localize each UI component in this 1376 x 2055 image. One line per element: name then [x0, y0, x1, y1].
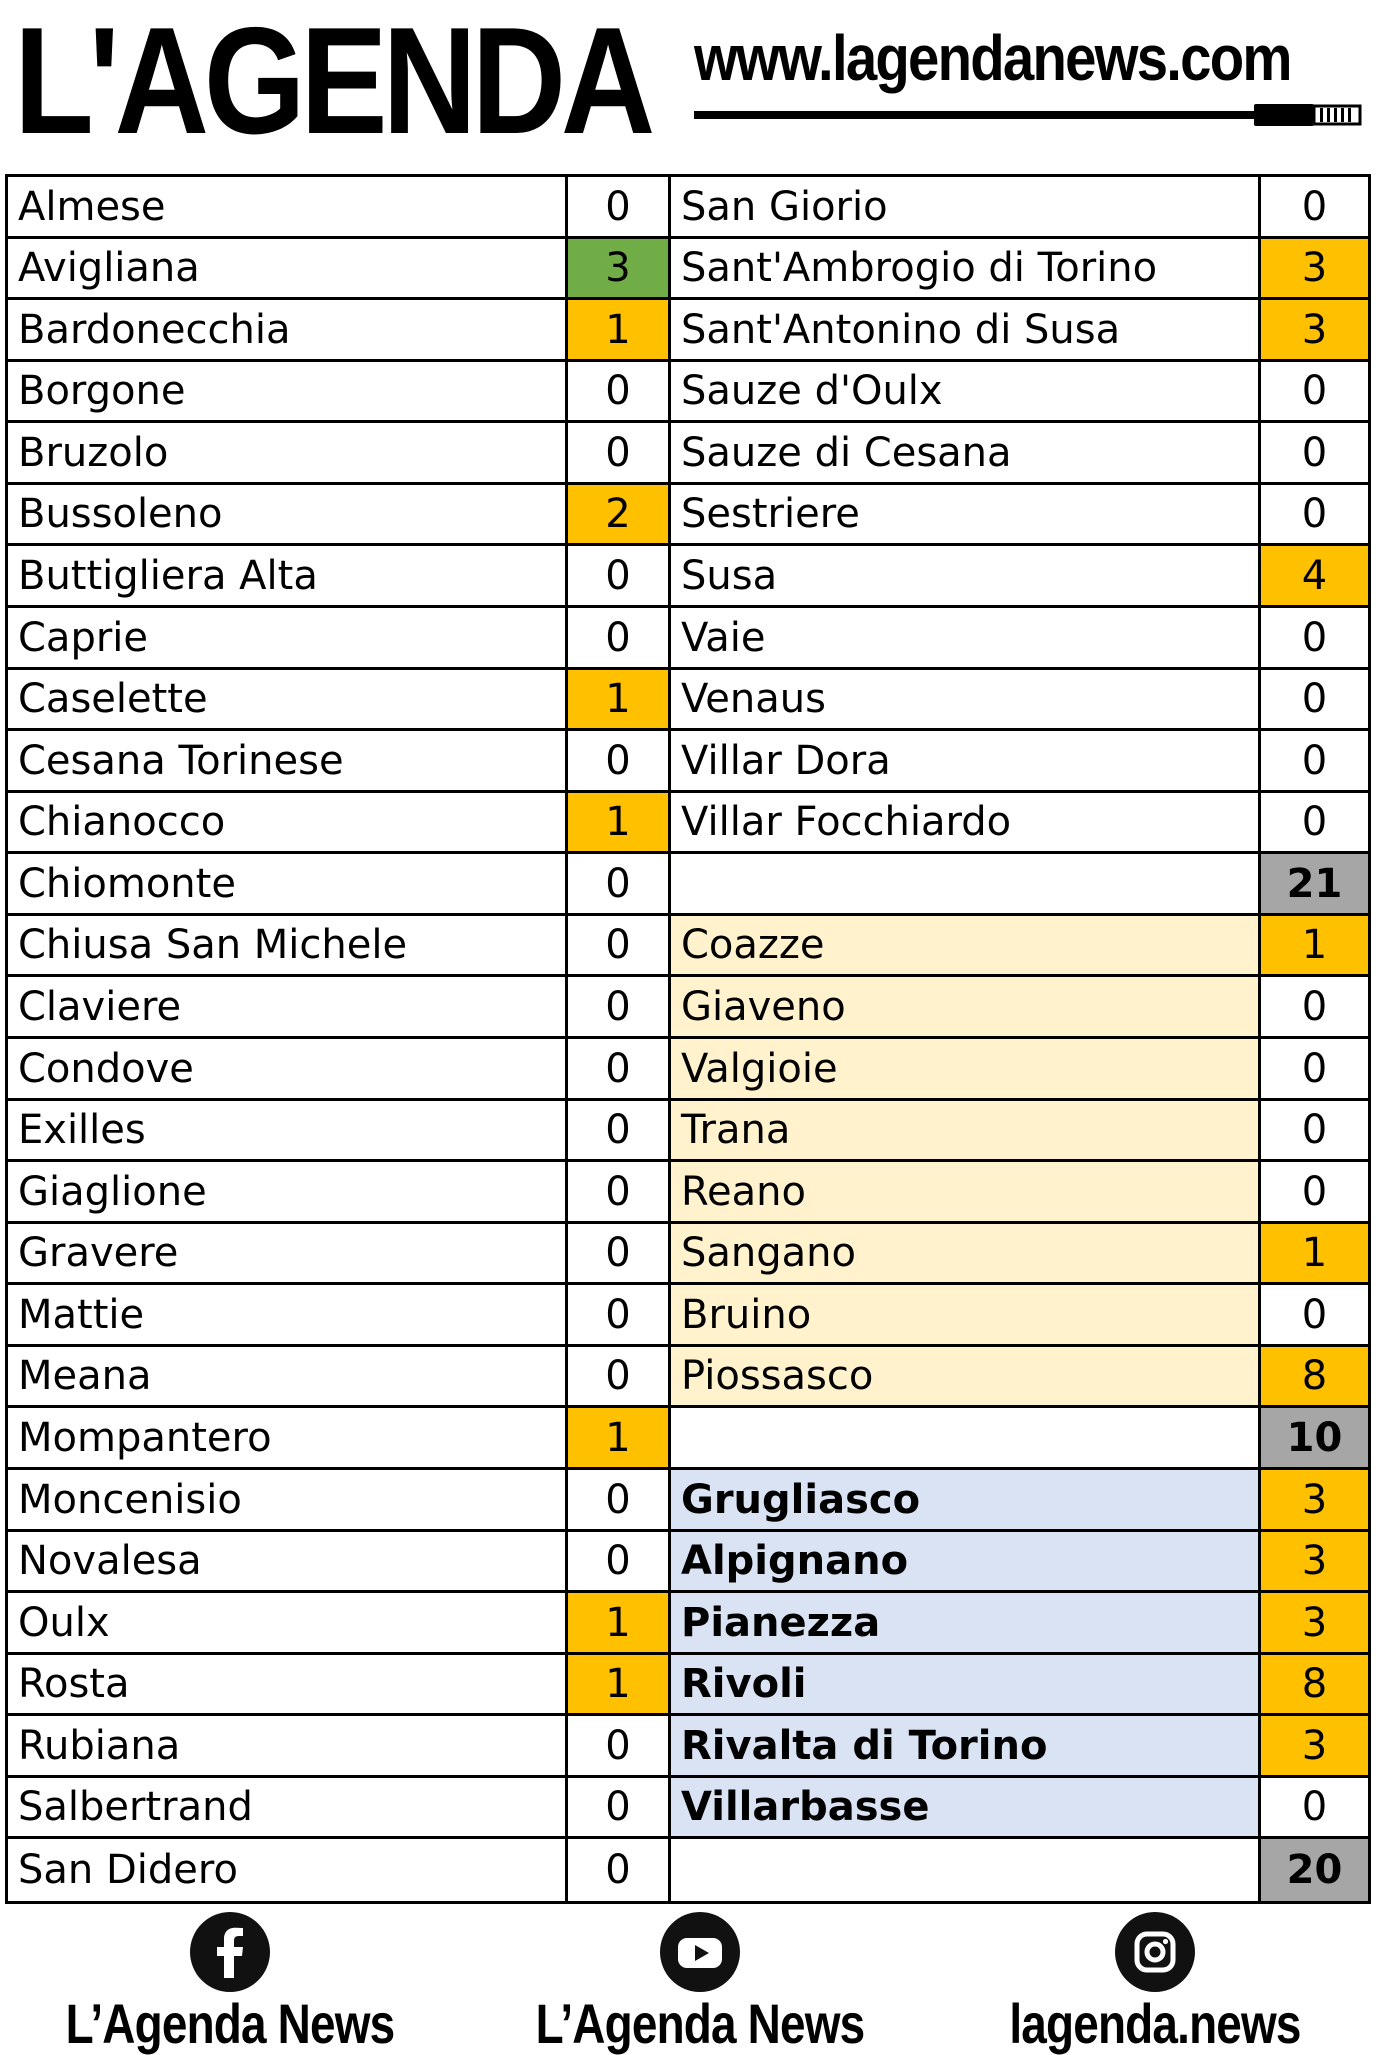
logo[interactable]: L'AGENDA [14, 0, 651, 166]
table-row [8, 239, 1368, 300]
case-count: 0 [568, 177, 668, 236]
municipality-name: Sestriere [671, 485, 1258, 543]
municipality-name: Claviere [8, 977, 565, 1036]
municipality-name: Sangano [671, 1224, 1258, 1282]
instagram-icon [1115, 1912, 1195, 1992]
municipality-name: Villar Dora [671, 731, 1258, 790]
case-count: 3 [568, 239, 668, 297]
table-row [8, 546, 1368, 608]
case-count: 0 [568, 1224, 668, 1282]
table-row [8, 1347, 1368, 1408]
municipality-name: Alpignano [671, 1532, 1258, 1590]
site-url[interactable]: www.lagendanews.com [694, 22, 1291, 94]
table-row [8, 854, 1368, 916]
municipality-name: Bruzolo [8, 423, 565, 482]
table-row [8, 1716, 1368, 1778]
table-row [8, 177, 1368, 239]
case-count: 0 [568, 1532, 668, 1590]
case-count: 1 [568, 300, 668, 359]
footer [0, 1912, 1376, 2055]
instagram-link[interactable] [950, 1912, 1360, 2055]
municipality-name: Rubiana [8, 1716, 565, 1775]
table-row [8, 977, 1368, 1039]
subtotal-value: 10 [1261, 1408, 1368, 1467]
municipality-table [5, 174, 1371, 1904]
case-count: 0 [1261, 608, 1368, 667]
table-row [8, 1224, 1368, 1285]
municipality-name: Susa [671, 546, 1258, 605]
table-row [8, 731, 1368, 793]
subtotal-label [671, 854, 1258, 913]
table-row [8, 300, 1368, 362]
municipality-name: Bussoleno [8, 485, 565, 543]
case-count: 3 [1261, 1532, 1368, 1590]
case-count: 0 [568, 731, 668, 790]
municipality-name: Grugliasco [671, 1470, 1258, 1529]
table-row [8, 1839, 1368, 1901]
case-count: 0 [568, 1347, 668, 1405]
municipality-name: Avigliana [8, 239, 565, 297]
municipality-name: Exilles [8, 1101, 565, 1159]
case-count: 3 [1261, 1470, 1368, 1529]
case-count: 1 [568, 670, 668, 728]
table-row [8, 1593, 1368, 1655]
municipality-name: Trana [671, 1101, 1258, 1159]
case-count: 1 [568, 1408, 668, 1467]
municipality-name: Sant'Antonino di Susa [671, 300, 1258, 359]
case-count: 0 [568, 1716, 668, 1775]
case-count: 3 [1261, 1716, 1368, 1775]
municipality-name: Venaus [671, 670, 1258, 728]
case-count: 0 [568, 362, 668, 420]
subtotal-label [671, 1839, 1258, 1901]
municipality-name: Mompantero [8, 1408, 565, 1467]
municipality-name: Chiomonte [8, 854, 565, 913]
table-row [8, 423, 1368, 485]
table-row [8, 793, 1368, 854]
municipality-name: Oulx [8, 1593, 565, 1652]
municipality-name: Condove [8, 1039, 565, 1098]
municipality-name: Vaie [671, 608, 1258, 667]
case-count: 0 [1261, 1039, 1368, 1098]
municipality-name: Coazze [671, 916, 1258, 974]
case-count: 0 [568, 854, 668, 913]
subtotal-value: 20 [1261, 1839, 1368, 1901]
case-count: 1 [568, 793, 668, 851]
subtotal-value: 21 [1261, 854, 1368, 913]
municipality-name: Salbertrand [8, 1778, 565, 1836]
case-count: 0 [1261, 362, 1368, 420]
table-row [8, 1532, 1368, 1593]
municipality-name: San Didero [8, 1839, 565, 1901]
facebook-link[interactable] [20, 1912, 440, 2055]
municipality-name: Cesana Torinese [8, 731, 565, 790]
case-count: 3 [1261, 1593, 1368, 1652]
table-row [8, 1778, 1368, 1839]
case-count: 0 [1261, 1778, 1368, 1836]
case-count: 0 [568, 423, 668, 482]
municipality-name: Caselette [8, 670, 565, 728]
cable-decoration [694, 100, 1364, 130]
municipality-name: Piossasco [671, 1347, 1258, 1405]
case-count: 0 [1261, 177, 1368, 236]
youtube-label: L’Agenda News [535, 1992, 865, 2055]
facebook-icon [190, 1912, 270, 1992]
municipality-name: Pianezza [671, 1593, 1258, 1652]
table-row [8, 1039, 1368, 1101]
case-count: 3 [1261, 300, 1368, 359]
case-count: 0 [1261, 670, 1368, 728]
table-row [8, 916, 1368, 977]
municipality-name: Rivalta di Torino [671, 1716, 1258, 1775]
municipality-name: San Giorio [671, 177, 1258, 236]
municipality-name: Rivoli [671, 1655, 1258, 1713]
municipality-name: Rosta [8, 1655, 565, 1713]
table-row [8, 1470, 1368, 1532]
municipality-name: Villarbasse [671, 1778, 1258, 1836]
case-count: 0 [568, 1470, 668, 1529]
municipality-name: Chiusa San Michele [8, 916, 565, 974]
municipality-name: Borgone [8, 362, 565, 420]
table-row [8, 1408, 1368, 1470]
case-count: 0 [568, 1778, 668, 1836]
table-row [8, 670, 1368, 731]
subtotal-label [671, 1408, 1258, 1467]
case-count: 0 [1261, 731, 1368, 790]
case-count: 0 [1261, 1285, 1368, 1344]
case-count: 1 [1261, 1224, 1368, 1282]
table-row [8, 608, 1368, 670]
municipality-name: Mattie [8, 1285, 565, 1344]
case-count: 0 [1261, 793, 1368, 851]
case-count: 0 [568, 1101, 668, 1159]
case-count: 0 [1261, 1101, 1368, 1159]
municipality-name: Villar Focchiardo [671, 793, 1258, 851]
case-count: 1 [1261, 916, 1368, 974]
municipality-name: Reano [671, 1162, 1258, 1221]
youtube-link[interactable] [480, 1912, 920, 2055]
youtube-icon [660, 1912, 740, 1992]
case-count: 0 [1261, 977, 1368, 1036]
case-count: 0 [568, 1162, 668, 1221]
municipality-name: Meana [8, 1347, 565, 1405]
case-count: 0 [1261, 423, 1368, 482]
case-count: 8 [1261, 1347, 1368, 1405]
case-count: 0 [568, 1039, 668, 1098]
table-row [8, 1285, 1368, 1347]
header [0, 0, 1376, 172]
municipality-name: Moncenisio [8, 1470, 565, 1529]
case-count: 0 [568, 546, 668, 605]
case-count: 0 [568, 608, 668, 667]
municipality-name: Gravere [8, 1224, 565, 1282]
instagram-label: lagenda.news [1009, 1992, 1301, 2055]
case-count: 0 [568, 1839, 668, 1901]
municipality-name: Sauze di Cesana [671, 423, 1258, 482]
table-row [8, 485, 1368, 546]
case-count: 0 [1261, 485, 1368, 543]
case-count: 1 [568, 1593, 668, 1652]
table-row [8, 1101, 1368, 1162]
case-count: 2 [568, 485, 668, 543]
municipality-name: Chianocco [8, 793, 565, 851]
municipality-name: Almese [8, 177, 565, 236]
municipality-name: Bardonecchia [8, 300, 565, 359]
table-row [8, 1162, 1368, 1224]
municipality-name: Bruino [671, 1285, 1258, 1344]
case-count: 0 [568, 1285, 668, 1344]
table-row [8, 362, 1368, 423]
case-count: 4 [1261, 546, 1368, 605]
case-count: 3 [1261, 239, 1368, 297]
municipality-name: Novalesa [8, 1532, 565, 1590]
municipality-name: Sant'Ambrogio di Torino [671, 239, 1258, 297]
case-count: 8 [1261, 1655, 1368, 1713]
municipality-name: Giaglione [8, 1162, 565, 1221]
municipality-name: Buttigliera Alta [8, 546, 565, 605]
municipality-name: Valgioie [671, 1039, 1258, 1098]
municipality-name: Caprie [8, 608, 565, 667]
municipality-name: Sauze d'Oulx [671, 362, 1258, 420]
municipality-name: Giaveno [671, 977, 1258, 1036]
facebook-label: L’Agenda News [65, 1992, 395, 2055]
case-count: 0 [1261, 1162, 1368, 1221]
case-count: 1 [568, 1655, 668, 1713]
case-count: 0 [568, 916, 668, 974]
table-row [8, 1655, 1368, 1716]
case-count: 0 [568, 977, 668, 1036]
